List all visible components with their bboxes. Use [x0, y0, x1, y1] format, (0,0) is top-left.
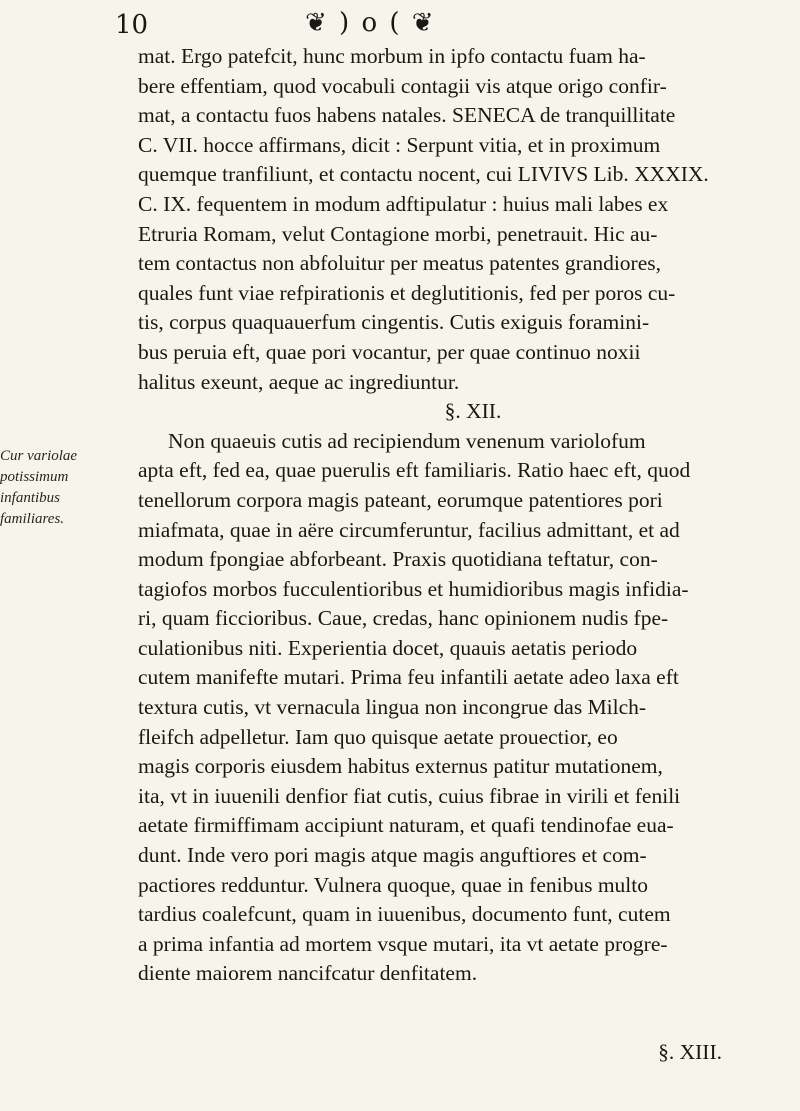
text-line: mat. Ergo patefcit, hunc morbum in ipfo contactu fuam ha-: [138, 44, 646, 68]
text-line: ita, vt in iuuenili denfior fiat cutis, cuius fibrae in virili et fenili: [138, 783, 681, 808]
text-line: bere effentiam, quod vocabuli contagii vis atque origo confir-: [138, 73, 667, 98]
text-line: Non quaeuis cutis ad recipiendum venenum variolofum: [168, 428, 646, 453]
text-line: dunt. Inde vero pori magis atque magis anguftiores et com-: [138, 843, 647, 868]
text-line: fleifch adpelletur. Iam quo quisque aetate prouectior, eo: [138, 724, 618, 749]
margin-note-line: infantibus: [0, 490, 61, 506]
text-line: apta eft, fed ea, quae puerulis eft familiaris. Ratio haec eft, quod: [138, 458, 691, 483]
text-line: modum fpongiae abforbeant. Praxis quotidiana teftatur, con-: [138, 547, 658, 572]
text-line: tenellorum corpora magis pateant, eorumque patentiores pori: [138, 487, 663, 512]
text-line: cutem manifefte mutari. Prima feu infantili aetate adeo laxa eft: [138, 665, 679, 690]
body-text: [138, 42, 728, 989]
text-line: miafmata, quae in aëre circumferuntur, facilius admittant, et ad: [138, 517, 680, 542]
text-line: aetate firmiffimam accipiunt naturam, et quafi tendinofae eua-: [138, 813, 674, 838]
text-line: ri, quam ficcioribus. Caue, credas, hanc opinionem nudis fpe-: [138, 606, 669, 631]
text-line: magis corporis eiusdem habitus externus patitur mutationem,: [138, 754, 663, 779]
catchword: §. XIII.: [658, 1040, 722, 1064]
text-line: quales funt viae refpirationis et deglutitionis, fed per poros cu-: [138, 280, 676, 305]
text-line: pactiores redduntur. Vulnera quoque, quae in fenibus multo: [138, 872, 649, 897]
margin-note-line: potissimum: [0, 469, 69, 485]
text-line: C. IX. fequentem in modum adftipulatur : huius mali labes ex: [138, 191, 669, 216]
margin-note-line: familiares.: [0, 511, 65, 527]
text-line: bus peruia eft, quae pori vocantur, per quae continuo noxii: [138, 339, 641, 364]
marginal-note: [0, 446, 92, 530]
text-line: tagiofos morbos fucculentioribus et humidioribus magis infidia-: [138, 576, 689, 601]
text-line: tem contactus non abfoluitur per meatus patentes grandiores,: [138, 251, 662, 276]
text-line: textura cutis, vt vernacula lingua non incongrue das Milch-: [138, 695, 647, 720]
text-line: diente maiorem nancifcatur denfitatem.: [138, 961, 478, 986]
text-line: tis, corpus quaquauerfum cingentis. Cutis exiguis foramini-: [138, 310, 650, 335]
text-line: quemque tranfiliunt, et contactu nocent, cui LIVIVS Lib. XXXIX.: [138, 162, 709, 187]
header-ornament: ❦ ) o ( ❦: [305, 8, 436, 38]
page-number: 10: [115, 10, 149, 40]
text-line: culationibus niti. Experientia docet, quauis aetatis periodo: [138, 635, 638, 660]
section-heading: §. XII.: [444, 399, 502, 424]
text-line: halitus exeunt, aeque ac ingrediuntur.: [138, 369, 460, 394]
text-line: tardius coalefcunt, quam in iuuenibus, documento funt, cutem: [138, 902, 671, 927]
text-line: C. VII. hocce affirmans, dicit : Serpunt vitia, et in proximum: [138, 132, 661, 157]
text-line: a prima infantia ad mortem vsque mutari, ita vt aetate progre-: [138, 931, 668, 956]
text-line: Etruria Romam, velut Contagione morbi, penetrauit. Hic au-: [138, 221, 658, 246]
margin-note-line: Cur variolae: [0, 448, 78, 464]
text-line: mat, a contactu fuos habens natales. SENECA de tranquillitate: [138, 103, 676, 128]
